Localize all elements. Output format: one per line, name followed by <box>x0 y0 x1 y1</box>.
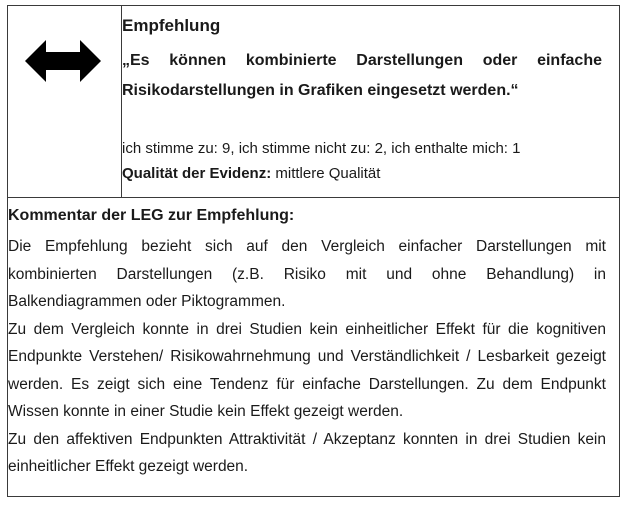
comment-section <box>8 205 606 481</box>
comment-paragraph: Zu den affektiven Endpunkten Attraktivität / Akzeptanz konnten in drei Studien kein einheitlicher Effekt gezeigt werden. <box>8 430 606 475</box>
evidence-value: mittlere Qualität <box>275 165 381 182</box>
evidence-quality <box>122 165 380 183</box>
icon-cell <box>8 6 122 197</box>
comment-paragraph: Zu dem Vergleich konnte in drei Studien kein einheitlicher Effekt für die kognitiven Endpunkte Verstehen/ Risikowahrnehmung und Verständlichkeit / Lesbarkeit gezeigt werden. Es zeigt sich eine Tendenz für einfache Darstellungen. Zu dem Endpunkt Wissen konnte in einer Studie kein Effekt gezeigt werden. <box>8 320 606 420</box>
comment-title: Kommentar der LEG zur Empfehlung: <box>8 207 295 224</box>
recommendation-title: Empfehlung <box>122 16 221 35</box>
vote-result: ich stimme zu: 9, ich stimme nicht zu: 2, ich enthalte mich: 1 <box>122 140 521 157</box>
recommendation-text: „Es können kombinierte Darstellungen oder einfache Risikodarstellungen in Grafiken eingesetzt werden.“ <box>122 52 602 99</box>
double-arrow-icon <box>25 40 101 82</box>
evidence-label: Qualität der Evidenz: <box>122 165 272 182</box>
recommendation-cell <box>122 14 602 106</box>
comment-paragraph: Die Empfehlung bezieht sich auf den Vergleich einfacher Darstellungen mit kombinierten Darstellungen (z.B. Risiko mit und ohne Behandlung) in Balkendiagrammen oder Piktogrammen. <box>8 238 606 310</box>
